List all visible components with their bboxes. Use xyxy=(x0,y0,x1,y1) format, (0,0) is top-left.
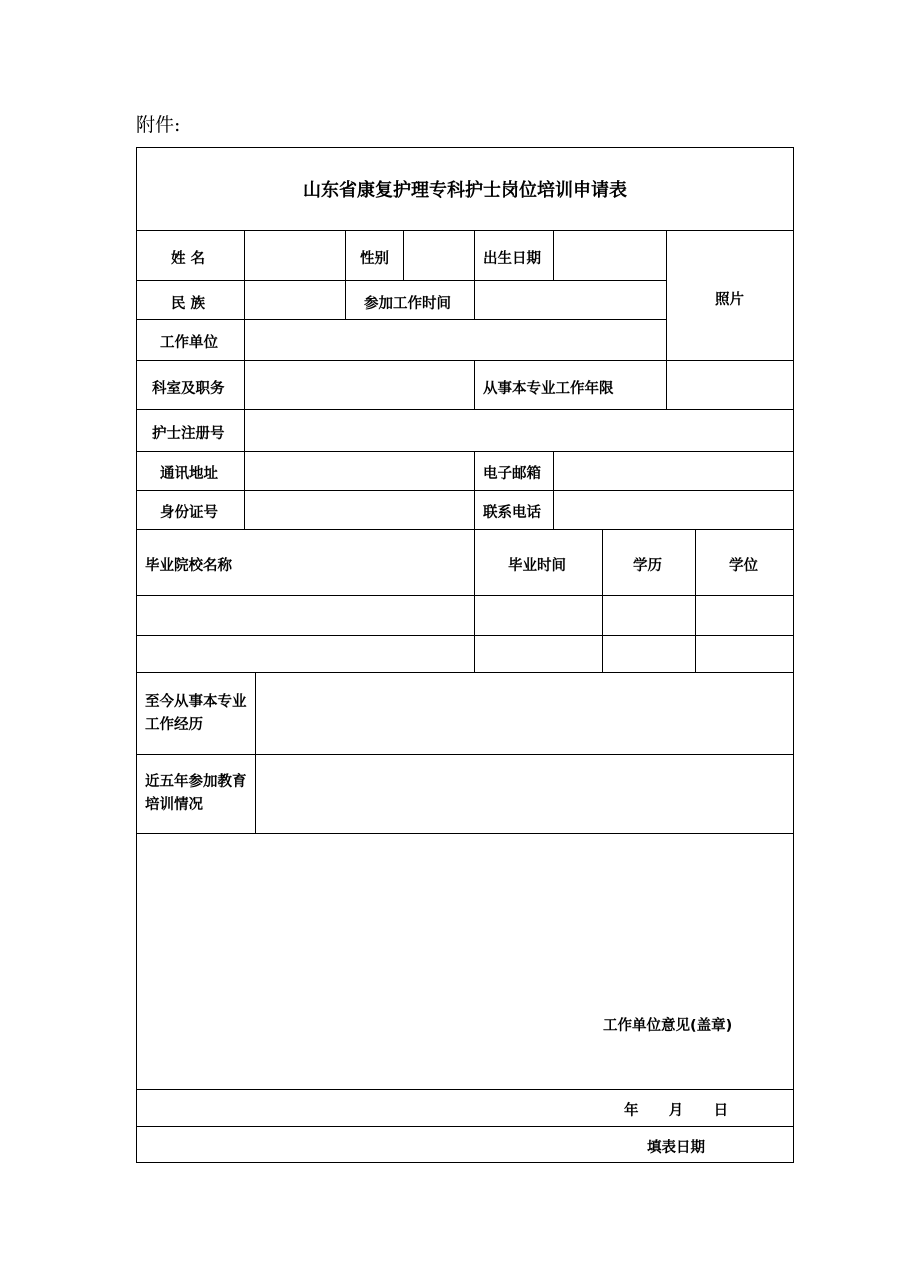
edu-row1-degree-field[interactable] xyxy=(697,597,791,633)
edu-row1-education-field[interactable] xyxy=(604,597,693,633)
nurse-reg-no-field[interactable] xyxy=(246,411,791,449)
work-unit-field[interactable] xyxy=(246,321,664,358)
work-experience-field[interactable] xyxy=(257,674,791,752)
label-fill-date: 填表日期 xyxy=(647,1140,705,1156)
id-number-field[interactable] xyxy=(246,492,472,527)
unit-opinion-field[interactable] xyxy=(139,835,791,1087)
label-nurse-reg-no: 护士注册号 xyxy=(152,426,225,442)
edu-row2-school-field[interactable] xyxy=(139,637,472,670)
edu-row2-grad-time-field[interactable] xyxy=(476,637,600,670)
attachment-label: 附件: xyxy=(136,114,181,136)
label-years-in-specialty: 从事本专业工作年限 xyxy=(483,381,614,397)
label-degree: 学位 xyxy=(729,558,758,574)
edu-row2-education-field[interactable] xyxy=(604,637,693,670)
label-id-number: 身份证号 xyxy=(160,505,218,521)
birth-date-field[interactable] xyxy=(555,232,664,278)
gender-field[interactable] xyxy=(405,232,471,278)
label-email: 电子邮箱 xyxy=(483,466,541,482)
label-gender: 性别 xyxy=(360,251,389,267)
label-education: 学历 xyxy=(633,558,662,574)
edu-row1-grad-time-field[interactable] xyxy=(476,597,600,633)
form-title: 山东省康复护理专科护士岗位培训申请表 xyxy=(303,180,627,201)
work-start-field[interactable] xyxy=(476,282,664,317)
label-work-experience: 至今从事本专业工作经历 xyxy=(145,694,247,733)
label-work-start: 参加工作时间 xyxy=(364,296,451,312)
edu-row2-degree-field[interactable] xyxy=(697,637,791,670)
label-phone: 联系电话 xyxy=(483,505,541,521)
dept-position-field[interactable] xyxy=(246,362,472,407)
label-school-name: 毕业院校名称 xyxy=(145,558,232,574)
label-unit-opinion: 工作单位意见(盖章) xyxy=(603,1018,733,1034)
label-dept-position: 科室及职务 xyxy=(152,381,225,397)
email-field[interactable] xyxy=(555,453,791,488)
label-address: 通讯地址 xyxy=(160,466,218,482)
ethnicity-field[interactable] xyxy=(246,282,343,317)
label-date-ymd: 年 月 日 xyxy=(624,1103,729,1119)
years-in-specialty-field[interactable] xyxy=(668,362,791,407)
label-ethnicity: 民 族 xyxy=(171,296,206,312)
label-work-unit: 工作单位 xyxy=(160,335,218,351)
address-field[interactable] xyxy=(246,453,472,488)
label-training-5yr: 近五年参加教育培训情况 xyxy=(145,774,247,813)
label-photo: 照片 xyxy=(715,292,744,308)
label-birth-date: 出生日期 xyxy=(483,251,541,267)
training-5yr-field[interactable] xyxy=(257,756,791,831)
name-field[interactable] xyxy=(246,232,343,278)
phone-field[interactable] xyxy=(555,492,791,527)
label-name: 姓 名 xyxy=(171,251,206,267)
application-form xyxy=(136,147,794,1163)
label-grad-time: 毕业时间 xyxy=(508,558,566,574)
edu-row1-school-field[interactable] xyxy=(139,597,472,633)
